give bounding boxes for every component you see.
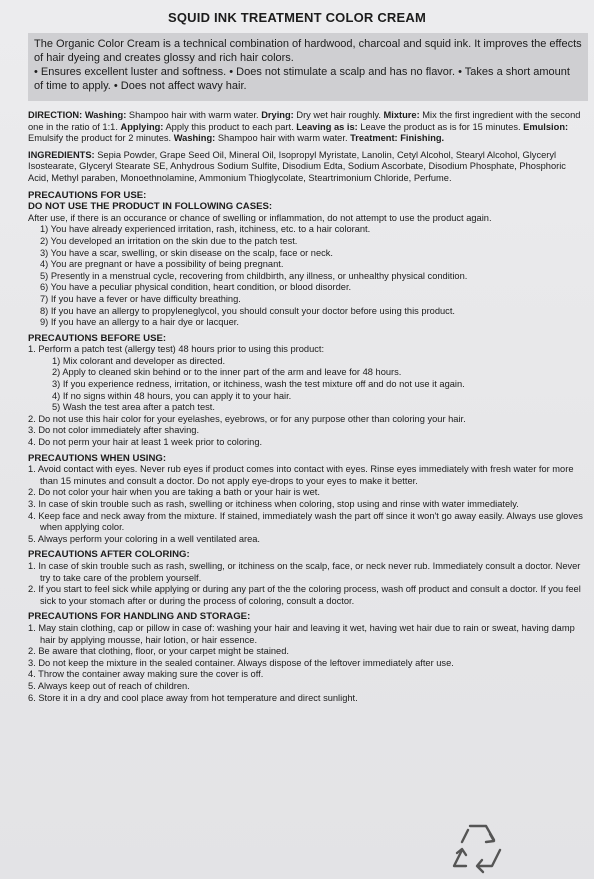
- precautions-before-list: [28, 344, 588, 448]
- applying-label: Applying:: [120, 121, 164, 132]
- intro-box: [28, 33, 588, 101]
- list-item: 7) If you have a fever or have difficulty breathing.: [40, 293, 241, 304]
- list-item: 2. Do not color your hair when you are taking a bath or your hair is wet.: [28, 487, 320, 498]
- list-item: 5. Always keep out of reach of children.: [28, 680, 190, 691]
- ingredients-label: INGREDIENTS:: [28, 149, 95, 160]
- list-item: 3) You have a scar, swelling, or skin disease on the scalp, face or neck.: [40, 247, 334, 258]
- ingredients-text: Sepia Powder, Grape Seed Oil, Mineral Oil, Isopropyl Myristate, Lanolin, Cetyl Alcohol, Stearyl Alcohol, Glyceryl Isostearate, Glyceryl Stearate SE, Anhydrous Sodium Sulfite, Disodium Edta, Sodium Ascorbate, Disodium Phosphate, Phosphoric Acid, Methyl paraben, Monoethnolamine, Ammonium Thioglycolate, Steartrimonium Chloride, Perfume.: [28, 149, 566, 183]
- list-item: 5. Always perform your coloring in a well ventilated area.: [28, 533, 261, 544]
- mixture-label: Mixture:: [383, 110, 420, 120]
- precautions-when-list: [28, 464, 588, 545]
- list-item: 2. If you start to feel sick while applying or during any part of the the coloring process, wash off product and consult a doctor. If you feel sick to your stomach after or during the process of coloring, consult a doctor.: [28, 584, 581, 606]
- list-item: 5) Wash the test area after a patch test.: [52, 402, 215, 413]
- precautions-storage-list: [28, 623, 588, 704]
- list-item: 1) Mix colorant and developer as directed.: [52, 355, 226, 366]
- label-body: [28, 110, 588, 704]
- page-title: SQUID INK TREATMENT COLOR CREAM: [167, 10, 426, 25]
- precautions-use-title: PRECAUTIONS FOR USE:: [28, 189, 147, 201]
- list-item: 1. Avoid contact with eyes. Never rub eyes if product comes into contact with eyes. Rinse eyes immediately with fresh water for more than 15 minutes and consult a doctor. Do not apply eye-drops to your eyes to make it better.: [28, 464, 574, 486]
- list-item: 3. Do not keep the mixture in the sealed container. Always dispose of the leftover immediately after use.: [28, 657, 454, 668]
- list-item: 2) Apply to cleaned skin behind or to the inner part of the arm and leave for 48 hours.: [52, 367, 402, 378]
- applying-text: Apply this product to each part.: [165, 121, 294, 132]
- list-item: 2) You developed an irritation on the skin due to the patch test.: [40, 235, 298, 246]
- precautions-use-subtitle: DO NOT USE THE PRODUCT IN FOLLOWING CASES:: [28, 201, 273, 213]
- list-item: 1. Perform a patch test (allergy test) 48 hours prior to using this product:: [28, 344, 325, 355]
- list-item: 8) If you have an allergy to propyleneglycol, you should consult your doctor before using this product.: [40, 305, 455, 316]
- precautions-storage-title: PRECAUTIONS FOR HANDLING AND STORAGE:: [28, 611, 251, 623]
- list-item: 1. May stain clothing, cap or pillow in case of: washing your hair and leaving it wet, having wet hair due to rain or sweat, having damp hair by applying mousse, hair lotion, or hair essence.: [28, 622, 575, 645]
- list-item: 3. Do not color immediately after shaving.: [28, 425, 200, 436]
- list-item: 4) You are pregnant or have a possibility of being pregnant.: [40, 259, 284, 270]
- emulsion-label: Emulsion:: [523, 121, 569, 132]
- direction-paragraph: [28, 110, 588, 145]
- list-item: 2. Do not use this hair color for your eyelashes, eyebrows, or for any purpose other than coloring your hair.: [28, 413, 466, 424]
- list-item: 3. In case of skin trouble such as rash, swelling or itchiness when coloring, stop using and rinse with water immediately.: [28, 499, 519, 509]
- list-item: 4. Throw the container away making sure the cover is off.: [28, 669, 264, 680]
- precautions-use-list: [28, 224, 588, 328]
- emulsion-text: Emulsify the product for 2 minutes.: [28, 133, 172, 144]
- list-item: 2. Be aware that clothing, floor, or your carpet might be stained.: [28, 646, 289, 657]
- drying-text: Dry wet hair roughly.: [296, 110, 381, 120]
- washing-label: Washing:: [84, 110, 127, 120]
- treatment-label: Treatment: Finishing.: [350, 133, 445, 144]
- list-item: 5) Presently in a menstrual cycle, recovering from childbirth, any illness, or unhealthy physical condition.: [40, 270, 468, 281]
- washing-text-2: Shampoo hair with warm water.: [217, 133, 348, 144]
- intro-features: • Ensures excellent luster and softness. • Does not stimulate a scalp and has no flavor. • Takes a short amount of time to apply. • Does not affect wavy hair.: [34, 66, 570, 92]
- leaving-label: Leaving as is:: [296, 121, 358, 132]
- recycle-icon: [448, 820, 508, 876]
- precautions-before-title: PRECAUTIONS BEFORE USE:: [28, 332, 167, 344]
- list-item: 3) If you experience redness, irritation, or itchiness, wash the test mixture off and do not use it again.: [52, 379, 465, 390]
- intro-description: The Organic Color Cream is a technical combination of hardwood, charcoal and squid ink. It improves the effects of hair dyeing and creates glossy and rich hair colors.: [34, 38, 582, 64]
- washing-text: Shampoo hair with warm water.: [128, 110, 259, 120]
- precautions-after-list: [28, 561, 588, 607]
- leaving-text: Leave the product as is for 15 minutes.: [360, 121, 521, 132]
- mixture-text: Mix the first ingredient with the second one in the ratio of 1:1.: [28, 110, 581, 132]
- precautions-when-title: PRECAUTIONS WHEN USING:: [28, 452, 167, 464]
- list-item: 6. Store it in a dry and cool place away from hot temperature and direct sunlight.: [28, 692, 358, 703]
- list-item: 4. Do not perm your hair at least 1 week prior to coloring.: [28, 437, 263, 448]
- washing-label-2: Washing:: [173, 133, 216, 144]
- direction-label: DIRECTION:: [28, 110, 83, 120]
- list-item: 1. In case of skin trouble such as rash, swelling, or itchiness on the scalp, face, or neck never rub. Immediately consult a doctor. Never try to take care of the problem yourself.: [28, 560, 581, 583]
- list-item: 4. Keep face and neck away from the mixture. If stained, immediately wash the part off since it won't go away easily. Always use gloves when applying color.: [28, 510, 583, 533]
- list-item: 9) If you have an allergy to a hair dye or lacquer.: [40, 317, 239, 328]
- list-item: 6) You have a peculiar physical condition, heart condition, or blood disorder.: [40, 282, 352, 293]
- ingredients-paragraph: [28, 150, 588, 185]
- precautions-use-lead: After use, if there is an occurance or chance of swelling or inflammation, do not attempt to use the product again.: [28, 212, 492, 223]
- list-item: 4) If no signs within 48 hours, you can apply it to your hair.: [52, 390, 292, 401]
- list-item: 1) You have already experienced irritation, rash, itchiness, etc. to a hair colorant.: [40, 224, 371, 235]
- drying-label: Drying:: [261, 110, 294, 120]
- precautions-after-title: PRECAUTIONS AFTER COLORING:: [28, 549, 190, 561]
